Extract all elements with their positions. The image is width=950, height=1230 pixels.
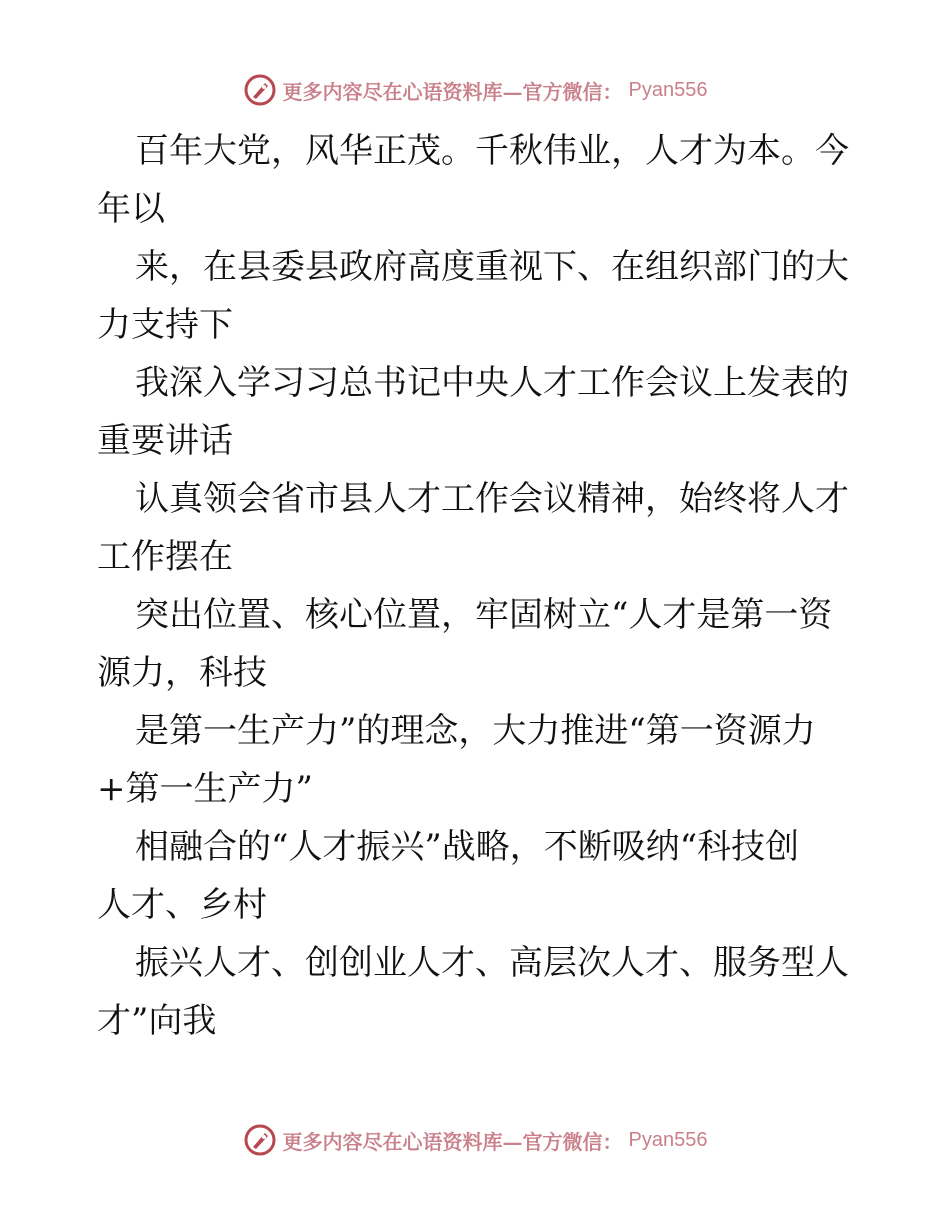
paragraph — [97, 238, 857, 354]
paragraph-first-line: 我深入学习习总书记中央人才工作会议上发表的 — [135, 363, 849, 403]
paragraph-continuation: 人才、乡村 — [97, 885, 267, 925]
paragraph — [97, 122, 857, 238]
footer-watermark-id: Pyan556 — [628, 1128, 708, 1151]
paragraph-continuation: 重要讲话 — [97, 421, 233, 461]
paragraph — [97, 818, 857, 934]
paragraph-continuation: 力支持下 — [97, 305, 233, 345]
footer-watermark — [0, 1120, 950, 1160]
paragraph-first-line: 振兴人才、创创业人才、高层次人才、服务型人 — [135, 943, 849, 983]
paragraph-continuation: 源力，科技 — [97, 653, 267, 693]
header-watermark-id: Pyan556 — [628, 78, 708, 101]
paragraph — [97, 586, 857, 702]
paragraph-first-line: 来，在县委县政府高度重视下、在组织部门的大 — [135, 247, 849, 287]
paragraph-continuation: 年以 — [97, 189, 165, 229]
paragraph-first-line: 是第一生产力”的理念，大力推进“第一资源力 — [135, 711, 816, 751]
pen-nib-seal-icon — [243, 1123, 277, 1157]
header-watermark-text: 更多内容尽在心语资料库—官方微信： — [282, 79, 623, 104]
footer-watermark-text: 更多内容尽在心语资料库—官方微信： — [282, 1129, 623, 1154]
header-watermark — [0, 70, 950, 110]
paragraph-first-line: 百年大党，风华正茂。千秋伟业，人才为本。今 — [135, 131, 849, 171]
paragraph — [97, 934, 857, 1050]
paragraph-first-line: 突出位置、核心位置，牢固树立“人才是第一资 — [135, 595, 833, 635]
paragraph — [97, 702, 857, 818]
paragraph-continuation: +第一生产力” — [97, 769, 313, 809]
paragraph-first-line: 认真领会省市县人才工作会议精神，始终将人才 — [135, 479, 849, 519]
paragraph-first-line: 相融合的“人才振兴”战略，不断吸纳“科技创 — [135, 827, 800, 867]
document-body — [97, 122, 857, 1050]
paragraph — [97, 470, 857, 586]
paragraph-continuation: 才”向我 — [97, 1001, 217, 1041]
paragraph-continuation: 工作摆在 — [97, 537, 233, 577]
pen-nib-seal-icon — [243, 73, 277, 107]
paragraph — [97, 354, 857, 470]
